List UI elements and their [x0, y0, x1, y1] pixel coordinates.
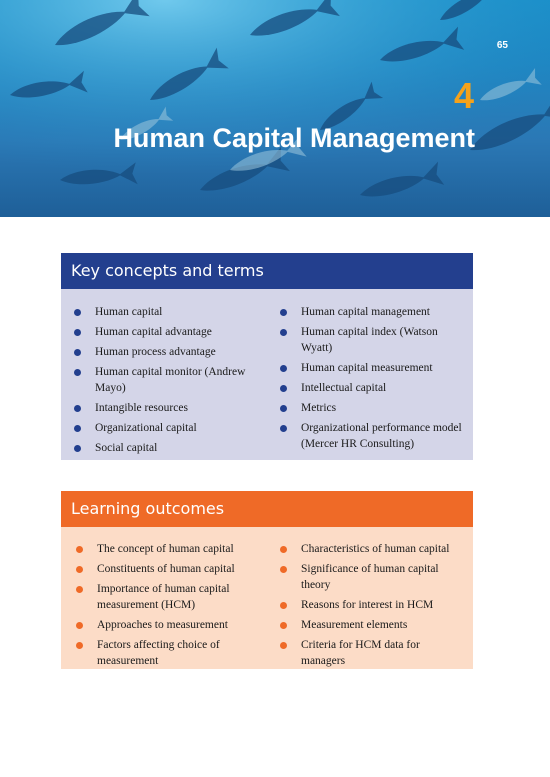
bullet-icon — [74, 425, 81, 432]
list-item: Human capital measurement — [301, 360, 433, 376]
chapter-title: Human Capital Management — [113, 123, 475, 153]
bullet-icon — [280, 622, 287, 629]
bullet-icon — [280, 329, 287, 336]
list-item: Human capital index (Watson Wyatt) — [301, 324, 438, 356]
list-item: Metrics — [301, 400, 336, 416]
list-item: The concept of human capital — [97, 541, 234, 557]
list-item: Intangible resources — [95, 400, 188, 416]
bullet-icon — [74, 445, 81, 452]
bullet-icon — [74, 405, 81, 412]
bullet-icon — [74, 349, 81, 356]
bullet-icon — [280, 425, 287, 432]
bullet-icon — [280, 365, 287, 372]
bullet-icon — [280, 642, 287, 649]
key-concepts-title: Key concepts and terms — [61, 253, 473, 289]
bullet-icon — [280, 602, 287, 609]
list-item: Social capital — [95, 440, 157, 456]
bullet-icon — [280, 309, 287, 316]
bullet-icon — [74, 369, 81, 376]
learning-outcomes-list — [61, 527, 473, 669]
list-item: Human capital monitor (Andrew Mayo) — [95, 364, 245, 396]
list-item: Human process advantage — [95, 344, 216, 360]
list-item: Importance of human capital measurement (HCM) — [97, 581, 230, 613]
list-item: Intellectual capital — [301, 380, 386, 396]
bullet-icon — [280, 546, 287, 553]
page-number: 65 — [496, 40, 508, 51]
chapter-banner-image — [0, 0, 550, 217]
bullet-icon — [76, 622, 83, 629]
bullet-icon — [76, 566, 83, 573]
bullet-icon — [74, 309, 81, 316]
key-concepts-list — [61, 289, 473, 460]
list-item: Human capital advantage — [95, 324, 212, 340]
chapter-number: 4 — [453, 75, 474, 116]
bullet-icon — [280, 405, 287, 412]
key-concepts-box — [61, 253, 473, 460]
list-item: Measurement elements — [301, 617, 407, 633]
bullet-icon — [76, 586, 83, 593]
bullet-icon — [76, 642, 83, 649]
bullet-icon — [280, 566, 287, 573]
bullet-icon — [74, 329, 81, 336]
learning-outcomes-title: Learning outcomes — [61, 491, 473, 527]
list-item: Constituents of human capital — [97, 561, 235, 577]
list-item: Factors affecting choice of measurement — [97, 637, 220, 669]
list-item: Organizational capital — [95, 420, 197, 436]
bullet-icon — [76, 546, 83, 553]
learning-outcomes-box — [61, 491, 473, 669]
list-item: Criteria for HCM data for managers — [301, 637, 420, 669]
list-item: Human capital management — [301, 304, 430, 320]
list-item: Approaches to measurement — [97, 617, 228, 633]
list-item: Significance of human capital theory — [301, 561, 439, 593]
list-item: Characteristics of human capital — [301, 541, 449, 557]
list-item: Human capital — [95, 304, 162, 320]
bullet-icon — [280, 385, 287, 392]
list-item: Organizational performance model (Mercer HR Consulting) — [301, 420, 462, 452]
list-item: Reasons for interest in HCM — [301, 597, 433, 613]
